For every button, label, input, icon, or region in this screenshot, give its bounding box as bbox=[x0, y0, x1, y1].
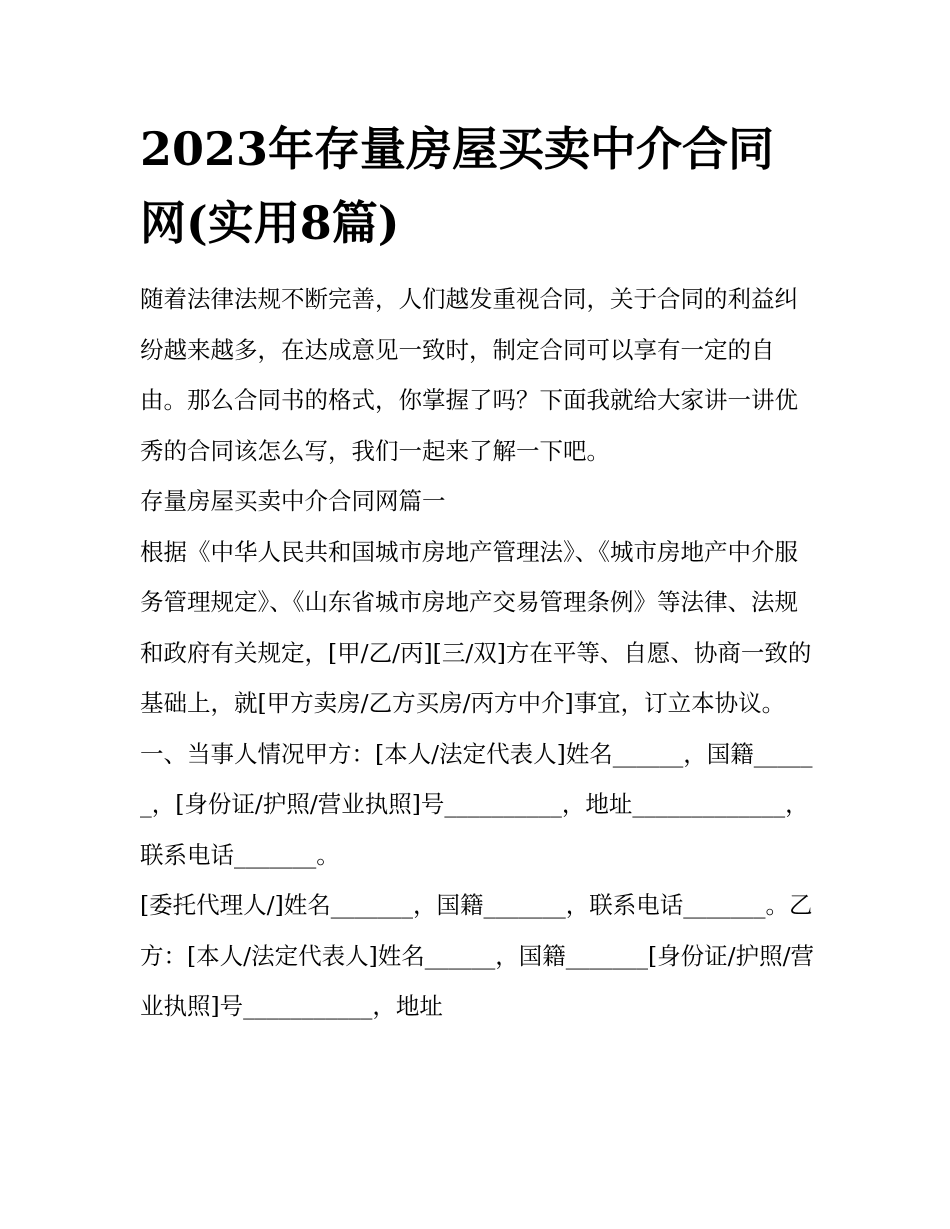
document-title: 2023年存量房屋买卖中介合同网(实用8篇) bbox=[140, 122, 775, 250]
document-body bbox=[140, 274, 815, 1032]
party-b-info: [委托代理人/]姓名_______，国籍_______，联系电话_______。乙方：[本人/法定代表人]姓名______，国籍_______[身份证/护照/营业执照]号___________，地址 bbox=[140, 891, 815, 1020]
section-heading: 存量房屋买卖中介合同网篇一 bbox=[140, 487, 446, 515]
intro-paragraph: 随着法律法规不断完善，人们越发重视合同，关于合同的利益纠纷越来越多，在达成意见一致时，制定合同可以享有一定的自由。那么合同书的格式，你掌握了吗？下面我就给大家讲一讲优秀的合同该怎么写，我们一起来了解一下吧。 bbox=[140, 285, 798, 465]
agreement-preamble: 根据《中华人民共和国城市房地产管理法》、《城市房地产中介服务管理规定》、《山东省城市房地产交易管理条例》等法律、法规和政府有关规定，[甲/乙/丙][三/双]方在平等、自愿、协商一致的基础上，就[甲方卖房/乙方买房/丙方中介]事宜，订立本协议。 bbox=[140, 537, 812, 717]
party-a-info: 一、当事人情况甲方：[本人/法定代表人]姓名______，国籍______，[身份证/护照/营业执照]号__________，地址_____________，联系电话_______。 bbox=[140, 739, 813, 869]
